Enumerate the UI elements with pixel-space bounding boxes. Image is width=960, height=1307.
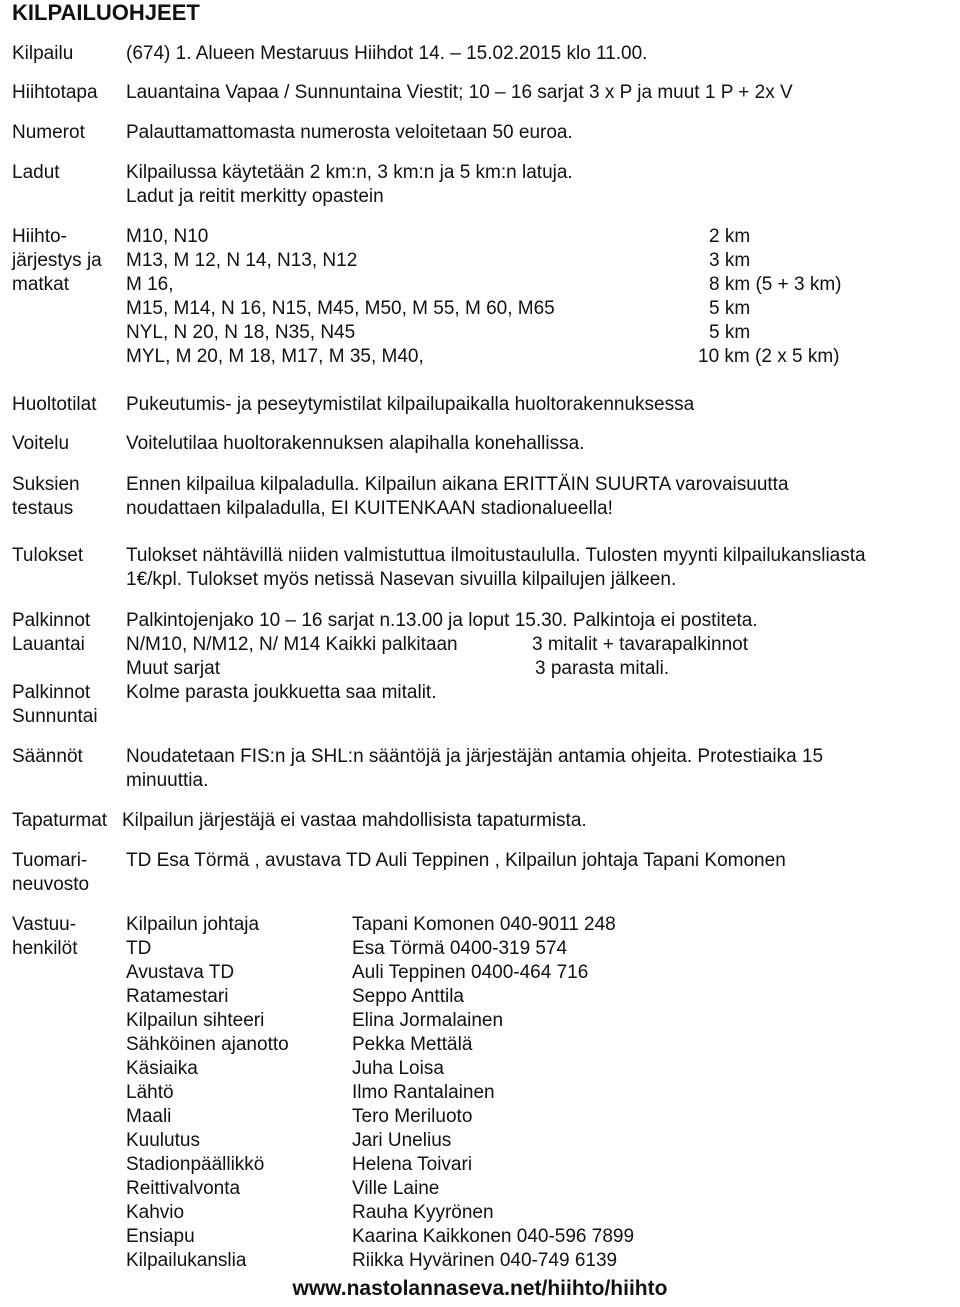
- label-kilpailu: Kilpailu: [12, 43, 74, 64]
- person: Ville Laine: [352, 1178, 440, 1199]
- person: Elina Jormalainen: [352, 1010, 504, 1031]
- label-palkinnot-la-1: Palkinnot: [12, 610, 91, 631]
- label-saannot: Säännöt: [12, 746, 83, 767]
- person: Kaarina Kaikkonen 040-596 7899: [352, 1226, 635, 1247]
- label-ladut: Ladut: [12, 162, 60, 183]
- label-palkinnot-la-2: Lauantai: [12, 634, 85, 655]
- label-suksien-2: testaus: [12, 498, 74, 519]
- person: Helena Toivari: [352, 1154, 473, 1175]
- distance: 5 km: [709, 322, 751, 343]
- value-palkinnot-la-line3a: Muut sarjat: [126, 658, 220, 679]
- role: Kilpailun johtaja: [126, 914, 260, 935]
- role: TD: [126, 938, 152, 959]
- value-saannot-line2: minuuttia.: [126, 770, 209, 791]
- distance: 8 km (5 + 3 km): [709, 274, 842, 295]
- value-suksien-line2: noudattaen kilpaladulla, EI KUITENKAAN stadionalueella!: [126, 498, 613, 519]
- role: Kahvio: [126, 1202, 185, 1223]
- value-palkinnot-la-line1: Palkintojenjako 10 – 16 sarjat n.13.00 ja loput 15.30. Palkintoja ei postiteta.: [126, 610, 758, 631]
- person: Ilmo Rantalainen: [352, 1082, 495, 1103]
- person: Auli Teppinen 0400-464 716: [352, 962, 589, 983]
- label-jarjestys-3: matkat: [12, 274, 70, 295]
- value-palkinnot-la-line3b: 3 parasta mitali.: [535, 658, 670, 679]
- value-kilpailu: (674) 1. Alueen Mestaruus Hiihdot 14. – 15.02.2015 klo 11.00.: [126, 43, 648, 64]
- value-tuomari: TD Esa Törmä , avustava TD Auli Teppinen , Kilpailun johtaja Tapani Komonen: [126, 850, 786, 871]
- value-palkinnot-la-line2a: N/M10, N/M12, N/ M14 Kaikki palkitaan: [126, 634, 458, 655]
- value-ladut-line2: Ladut ja reitit merkitty opastein: [126, 186, 384, 207]
- distance: 5 km: [709, 298, 751, 319]
- value-ladut-line1: Kilpailussa käytetään 2 km:n, 3 km:n ja 5 km:n latuja.: [126, 162, 573, 183]
- role: Kuulutus: [126, 1130, 200, 1151]
- class-list: MYL, M 20, M 18, M17, M 35, M40,: [126, 346, 424, 367]
- label-numerot: Numerot: [12, 122, 85, 143]
- label-tapaturmat: Tapaturmat: [12, 810, 108, 831]
- label-tulokset: Tulokset: [12, 545, 84, 566]
- label-tuomari-1: Tuomari-: [12, 850, 88, 871]
- distance: 3 km: [709, 250, 751, 271]
- class-list: M13, M 12, N 14, N13, N12: [126, 250, 358, 271]
- value-palkinnot-su: Kolme parasta joukkuetta saa mitalit.: [126, 682, 437, 703]
- value-suksien-line1: Ennen kilpailua kilpaladulla. Kilpailun aikana ERITTÄIN SUURTA varovaisuutta: [126, 474, 789, 495]
- role: Ratamestari: [126, 986, 229, 1007]
- person: Pekka Mettälä: [352, 1034, 473, 1055]
- role: Kilpailukanslia: [126, 1250, 247, 1271]
- label-palkinnot-su-2: Sunnuntai: [12, 706, 98, 727]
- person: Juha Loisa: [352, 1058, 444, 1079]
- value-saannot-line1: Noudatetaan FIS:n ja SHL:n sääntöjä ja järjestäjän antamia ohjeita. Protestiaika 15: [126, 746, 824, 767]
- person: Tapani Komonen 040-9011 248: [352, 914, 616, 935]
- role: Stadionpäällikkö: [126, 1154, 265, 1175]
- role: Avustava TD: [126, 962, 235, 983]
- footer-url[interactable]: www.nastolannaseva.net/hiihto/hiihto: [292, 1277, 668, 1300]
- label-vastuu-1: Vastuu-: [12, 914, 77, 935]
- person: Seppo Anttila: [352, 986, 464, 1007]
- label-suksien-1: Suksien: [12, 474, 80, 495]
- role: Lähtö: [126, 1082, 174, 1103]
- value-tulokset-line2: 1€/kpl. Tulokset myös netissä Nasevan sivuilla kilpailujen jälkeen.: [126, 569, 677, 590]
- value-voitelu: Voitelutilaa huoltorakennuksen alapihalla konehallissa.: [126, 433, 585, 454]
- distance: 10 km (2 x 5 km): [698, 346, 840, 367]
- person: Riikka Hyvärinen 040-749 6139: [352, 1250, 618, 1271]
- label-voitelu: Voitelu: [12, 433, 70, 454]
- class-list: NYL, N 20, N 18, N35, N45: [126, 322, 356, 343]
- role: Reittivalvonta: [126, 1178, 241, 1199]
- label-jarjestys-1: Hiihto-: [12, 226, 67, 247]
- class-list: M15, M14, N 16, N15, M45, M50, M 55, M 60, M65: [126, 298, 555, 319]
- label-hiihtotapa: Hiihtotapa: [12, 82, 98, 103]
- role: Maali: [126, 1106, 172, 1127]
- person: Tero Meriluoto: [352, 1106, 473, 1127]
- label-vastuu-2: henkilöt: [12, 938, 78, 959]
- class-list: M 16,: [126, 274, 174, 295]
- value-huoltotilat: Pukeutumis- ja peseytymistilat kilpailupaikalla huoltorakennuksessa: [126, 394, 695, 415]
- role: Kilpailun sihteeri: [126, 1010, 265, 1031]
- value-palkinnot-la-line2b: 3 mitalit + tavarapalkinnot: [532, 634, 748, 655]
- label-tuomari-2: neuvosto: [12, 874, 90, 895]
- person: Jari Unelius: [352, 1130, 452, 1151]
- class-list: M10, N10: [126, 226, 209, 247]
- role: Käsiaika: [126, 1058, 198, 1079]
- value-numerot: Palauttamattomasta numerosta veloitetaan 50 euroa.: [126, 122, 573, 143]
- role: Sähköinen ajanotto: [126, 1034, 289, 1055]
- label-jarjestys-2: järjestys ja: [12, 250, 102, 271]
- value-hiihtotapa: Lauantaina Vapaa / Sunnuntaina Viestit; 10 – 16 sarjat 3 x P ja muut 1 P + 2x V: [126, 82, 793, 103]
- label-palkinnot-su-1: Palkinnot: [12, 682, 91, 703]
- distance: 2 km: [709, 226, 751, 247]
- value-tapaturmat: Kilpailun järjestäjä ei vastaa mahdollisista tapaturmista.: [122, 810, 587, 831]
- role: Ensiapu: [126, 1226, 195, 1247]
- label-huoltotilat: Huoltotilat: [12, 394, 97, 415]
- person: Rauha Kyyrönen: [352, 1202, 494, 1223]
- value-tulokset-line1: Tulokset nähtävillä niiden valmistuttua ilmoitustaululla. Tulosten myynti kilpailukansliasta: [126, 545, 866, 566]
- page-title: KILPAILUOHJEET: [12, 0, 200, 25]
- person: Esa Törmä 0400-319 574: [352, 938, 568, 959]
